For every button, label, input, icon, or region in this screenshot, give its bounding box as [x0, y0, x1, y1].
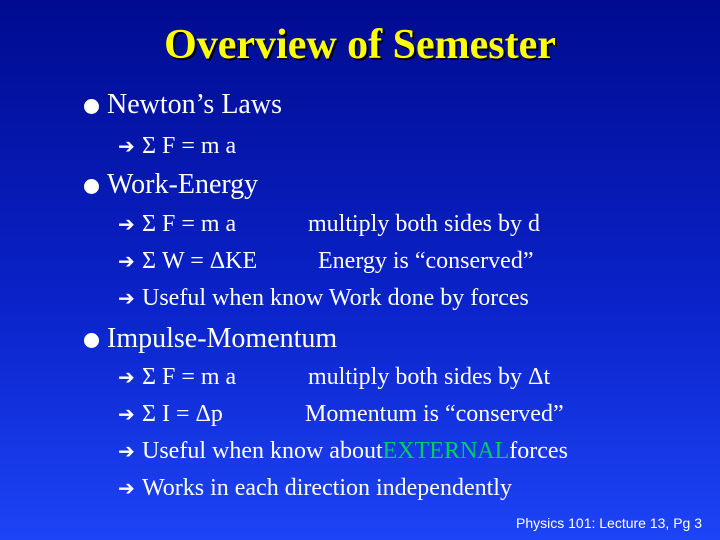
subbullet-note: Momentum is “conserved” [305, 401, 564, 427]
external-highlight: EXTERNAL [382, 438, 510, 464]
subbullet-label: Σ F = m a [142, 211, 237, 237]
slide-title: Overview of Semester [164, 22, 556, 68]
arrow-right-icon: ➔ [118, 212, 135, 236]
bullet-work-energy [84, 168, 258, 202]
arrow-right-icon: ➔ [118, 476, 135, 500]
bullet-label: Newton’s Laws [107, 89, 282, 120]
bullet-icon [84, 333, 99, 348]
arrow-right-icon: ➔ [118, 365, 135, 389]
subbullet-impulse-force [118, 362, 551, 392]
subbullet-work-energy-force [118, 209, 541, 239]
arrow-right-icon: ➔ [118, 439, 135, 463]
subbullet-note: multiply both sides by d [308, 211, 541, 237]
bullet-impulse-momentum [84, 322, 337, 356]
subbullet-label: Useful when know Work done by forces [142, 285, 529, 311]
subbullet-note: Energy is “conserved” [318, 248, 534, 274]
subbullet-directional-independence [118, 473, 512, 503]
arrow-right-icon: ➔ [118, 402, 135, 426]
subbullet-label: Σ I = Δp [142, 401, 223, 427]
slide-footer: Physics 101: Lecture 13, Pg 3 [516, 515, 702, 531]
subbullet-label: Works in each direction independently [142, 475, 512, 501]
subbullet-note: multiply both sides by Δt [308, 364, 551, 390]
bullet-newtons-laws [84, 88, 282, 122]
arrow-right-icon: ➔ [118, 134, 135, 158]
subbullet-label: Σ W = ΔKE [142, 248, 258, 274]
subbullet-work-energy-theorem [118, 246, 534, 276]
arrow-right-icon: ➔ [118, 286, 135, 310]
subbullet-label: Σ F = m a [142, 364, 237, 390]
subbullet-impulse-theorem [118, 399, 564, 429]
subbullet-external-forces [118, 436, 568, 466]
subbullet-work-energy-usage [118, 283, 529, 313]
bullet-label: Impulse-Momentum [107, 323, 338, 354]
bullet-label: Work-Energy [107, 169, 259, 200]
subbullet-label-suffix: forces [509, 438, 568, 464]
subbullet-label: Σ F = m a [142, 133, 237, 159]
subbullet-label-prefix: Useful when know about [142, 438, 383, 464]
arrow-right-icon: ➔ [118, 249, 135, 273]
bullet-icon [84, 179, 99, 194]
bullet-icon [84, 99, 99, 114]
subbullet-newton-equation [118, 131, 236, 161]
